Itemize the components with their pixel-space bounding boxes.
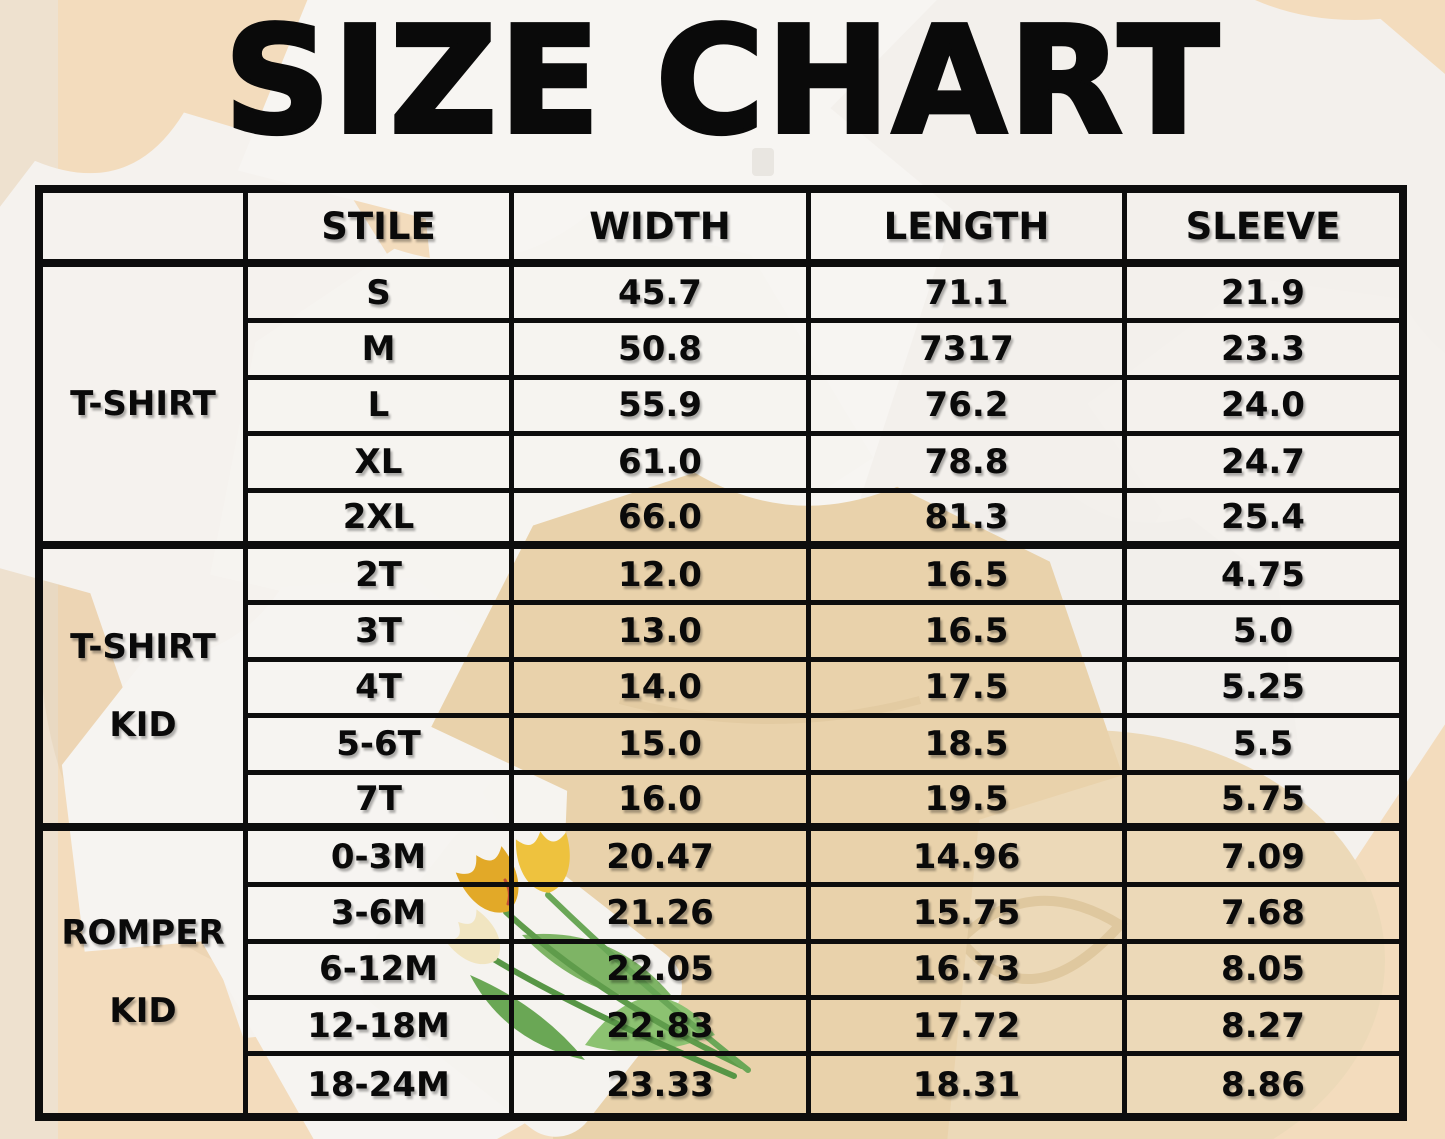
cell-sleeve: 25.4 <box>1127 493 1399 549</box>
cell-length: 71.1 <box>811 267 1127 323</box>
group-label-romper-kid: ROMPER KID <box>43 831 248 1113</box>
cell-length: 7317 <box>811 323 1127 379</box>
cell-length: 78.8 <box>811 436 1127 492</box>
size-chart-table <box>35 185 1407 1121</box>
cell-width: 15.0 <box>514 718 811 774</box>
cell-stile: 3T <box>248 605 514 661</box>
cell-length: 19.5 <box>811 775 1127 831</box>
cell-sleeve: 8.27 <box>1127 1000 1399 1056</box>
header-stile: STILE <box>248 193 514 267</box>
cell-stile: 2T <box>248 549 514 605</box>
page-title: SIZE CHART <box>224 0 1221 167</box>
cell-stile: XL <box>248 436 514 492</box>
cell-length: 81.3 <box>811 493 1127 549</box>
cell-length: 17.72 <box>811 1000 1127 1056</box>
cell-sleeve: 5.5 <box>1127 718 1399 774</box>
header-category <box>43 193 248 267</box>
cell-width: 20.47 <box>514 831 811 887</box>
cell-width: 45.7 <box>514 267 811 323</box>
cell-stile: 6-12M <box>248 944 514 1000</box>
cell-width: 14.0 <box>514 662 811 718</box>
cell-stile: 18-24M <box>248 1056 514 1112</box>
cell-stile: 5-6T <box>248 718 514 774</box>
cell-stile: 4T <box>248 662 514 718</box>
cell-width: 55.9 <box>514 380 811 436</box>
cell-width: 21.26 <box>514 887 811 943</box>
cell-length: 17.5 <box>811 662 1127 718</box>
cell-sleeve: 21.9 <box>1127 267 1399 323</box>
cell-width: 22.05 <box>514 944 811 1000</box>
cell-length: 14.96 <box>811 831 1127 887</box>
cell-sleeve: 5.75 <box>1127 775 1399 831</box>
cell-width: 61.0 <box>514 436 811 492</box>
cell-stile: 2XL <box>248 493 514 549</box>
cell-length: 76.2 <box>811 380 1127 436</box>
cell-width: 66.0 <box>514 493 811 549</box>
cell-sleeve: 24.7 <box>1127 436 1399 492</box>
cell-sleeve: 4.75 <box>1127 549 1399 605</box>
header-width: WIDTH <box>514 193 811 267</box>
cell-length: 16.5 <box>811 549 1127 605</box>
cell-width: 12.0 <box>514 549 811 605</box>
cell-stile: 12-18M <box>248 1000 514 1056</box>
cell-sleeve: 8.05 <box>1127 944 1399 1000</box>
cell-sleeve: 7.68 <box>1127 887 1399 943</box>
header-sleeve: SLEEVE <box>1127 193 1399 267</box>
group-label-tshirt-kid: T-SHIRT KID <box>43 549 248 831</box>
cell-sleeve: 24.0 <box>1127 380 1399 436</box>
cell-sleeve: 5.25 <box>1127 662 1399 718</box>
cell-stile: 3-6M <box>248 887 514 943</box>
cell-stile: L <box>248 380 514 436</box>
cell-width: 13.0 <box>514 605 811 661</box>
cell-sleeve: 23.3 <box>1127 323 1399 379</box>
cell-length: 15.75 <box>811 887 1127 943</box>
cell-length: 16.5 <box>811 605 1127 661</box>
cell-width: 16.0 <box>514 775 811 831</box>
cell-length: 18.5 <box>811 718 1127 774</box>
cell-width: 50.8 <box>514 323 811 379</box>
cell-stile: M <box>248 323 514 379</box>
group-label-tshirt: T-SHIRT <box>43 267 248 549</box>
cell-stile: 7T <box>248 775 514 831</box>
cell-stile: 0-3M <box>248 831 514 887</box>
cell-sleeve: 8.86 <box>1221 1064 1305 1105</box>
cell-sleeve: 7.09 <box>1127 831 1399 887</box>
header-length: LENGTH <box>811 193 1127 267</box>
cell-width: 22.83 <box>514 1000 811 1056</box>
cell-length: 16.73 <box>811 944 1127 1000</box>
cell-sleeve: 5.0 <box>1127 605 1399 661</box>
cell-length: 18.31 <box>811 1056 1127 1112</box>
cell-width: 23.33 <box>514 1056 811 1112</box>
cell-stile: S <box>248 267 514 323</box>
